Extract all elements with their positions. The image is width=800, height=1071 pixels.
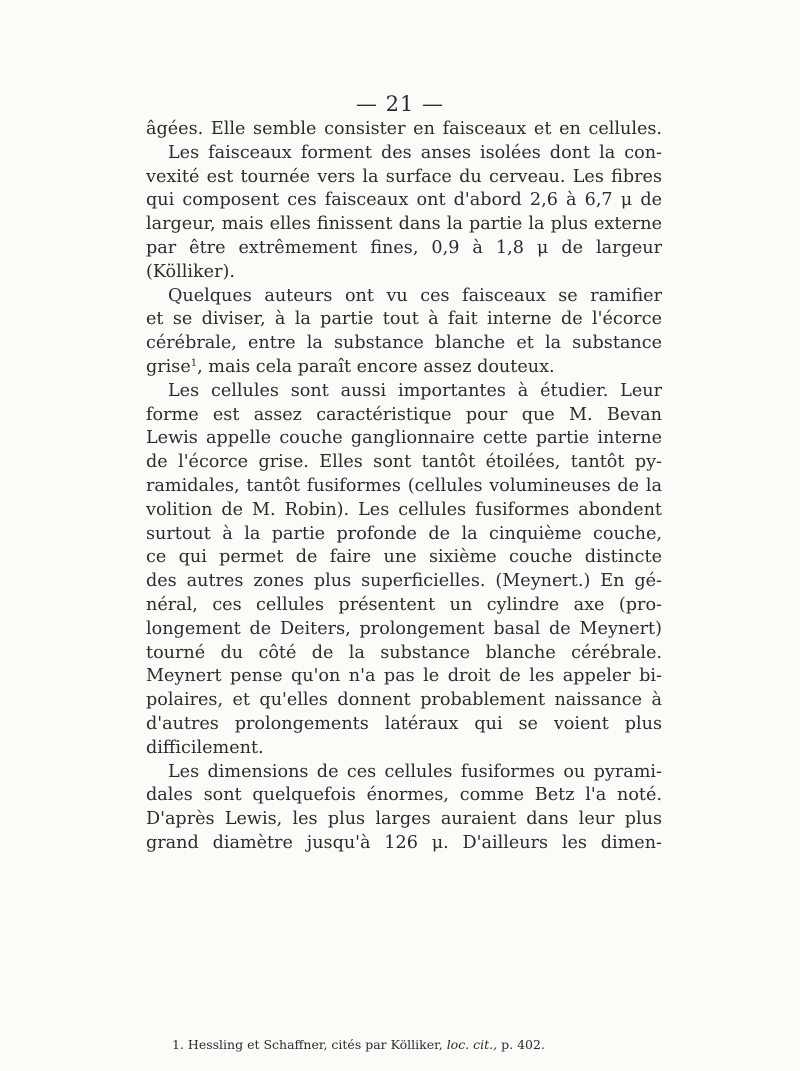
text-line: cérébrale, entre la substance blanche et la substance — [146, 333, 662, 354]
text-line: Lewis appelle couche ganglionnaire cette partie interne — [146, 428, 662, 449]
text-line: âgées. Elle semble consister en faisceaux et en cellules. — [146, 119, 662, 139]
text-line: grand diamètre jusqu'à 126 μ. D'ailleurs les dimen- — [146, 832, 662, 853]
text-line: des autres zones plus superficielles. (Meynert.) En gé- — [146, 571, 662, 592]
page-number: — 21 — — [355, 92, 445, 116]
text-fragment: , mais cela paraît encore assez douteux. — [197, 356, 555, 377]
text-line: d'autres prolongements latéraux qui se voient plus — [146, 713, 662, 734]
text-line: polaires, et qu'elles donnent probablement naissance à — [146, 690, 662, 711]
body-text — [146, 118, 662, 856]
text-line: Les dimensions de ces cellules fusiformes ou pyrami- — [168, 761, 662, 782]
footnote-number: 1. — [172, 1037, 184, 1052]
text-line: Meynert pense qu'on n'a pas le droit de les appeler bi- — [146, 666, 662, 687]
footnote-marker: 1 — [190, 357, 198, 369]
text-line: vexité est tournée vers la surface du cerveau. Les fibres — [146, 166, 662, 187]
footnote-text: Hessling et Schaffner, cités par Kölliker, — [187, 1037, 443, 1052]
text-line: largeur, mais elles finissent dans la partie la plus externe — [146, 214, 662, 235]
text-line — [146, 356, 662, 380]
text-line: tourné du côté de la substance blanche cérébrale. — [146, 642, 662, 663]
text-line: surtout à la partie profonde de la cinquième couche, — [146, 523, 662, 544]
footnote — [172, 1037, 662, 1053]
text-line: Les cellules sont aussi importantes à étudier. Leur — [168, 380, 662, 401]
text-line: ce qui permet de faire une sixième couche distincte — [146, 547, 662, 568]
text-line: par être extrêmement fines, 0,9 à 1,8 μ de largeur — [146, 237, 662, 258]
text-line: longement de Deiters, prolongement basal de Meynert) — [146, 618, 662, 639]
text-line: de l'écorce grise. Elles sont tantôt étoilées, tantôt py- — [146, 452, 662, 473]
text-line: D'après Lewis, les plus larges auraient dans leur plus — [146, 809, 662, 830]
text-line: Les faisceaux forment des anses isolées dont la con- — [168, 142, 662, 163]
text-line: volition de M. Robin). Les cellules fusiformes abondent — [146, 499, 662, 520]
text-line: Quelques auteurs ont vu ces faisceaux se ramifier — [168, 285, 662, 306]
footnote-page: p. 402. — [501, 1037, 545, 1052]
text-line: qui composent ces faisceaux ont d'abord 2,6 à 6,7 μ de — [146, 190, 662, 211]
text-line: difficilement. — [146, 737, 264, 758]
text-line: et se diviser, à la partie tout à fait interne de l'écorce — [146, 309, 662, 330]
text-line: dales sont quelquefois énormes, comme Betz l'a noté. — [146, 785, 662, 806]
text-line: forme est assez caractéristique pour que M. Bevan — [146, 404, 662, 425]
footnote-citation: loc. cit., — [446, 1037, 498, 1052]
text-line: néral, ces cellules présentent un cylindre axe (pro- — [146, 594, 662, 615]
text-line: ramidales, tantôt fusiformes (cellules volumineuses de la — [146, 475, 662, 496]
text-fragment: grise — [146, 356, 191, 377]
text-line: (Kölliker). — [146, 261, 235, 282]
